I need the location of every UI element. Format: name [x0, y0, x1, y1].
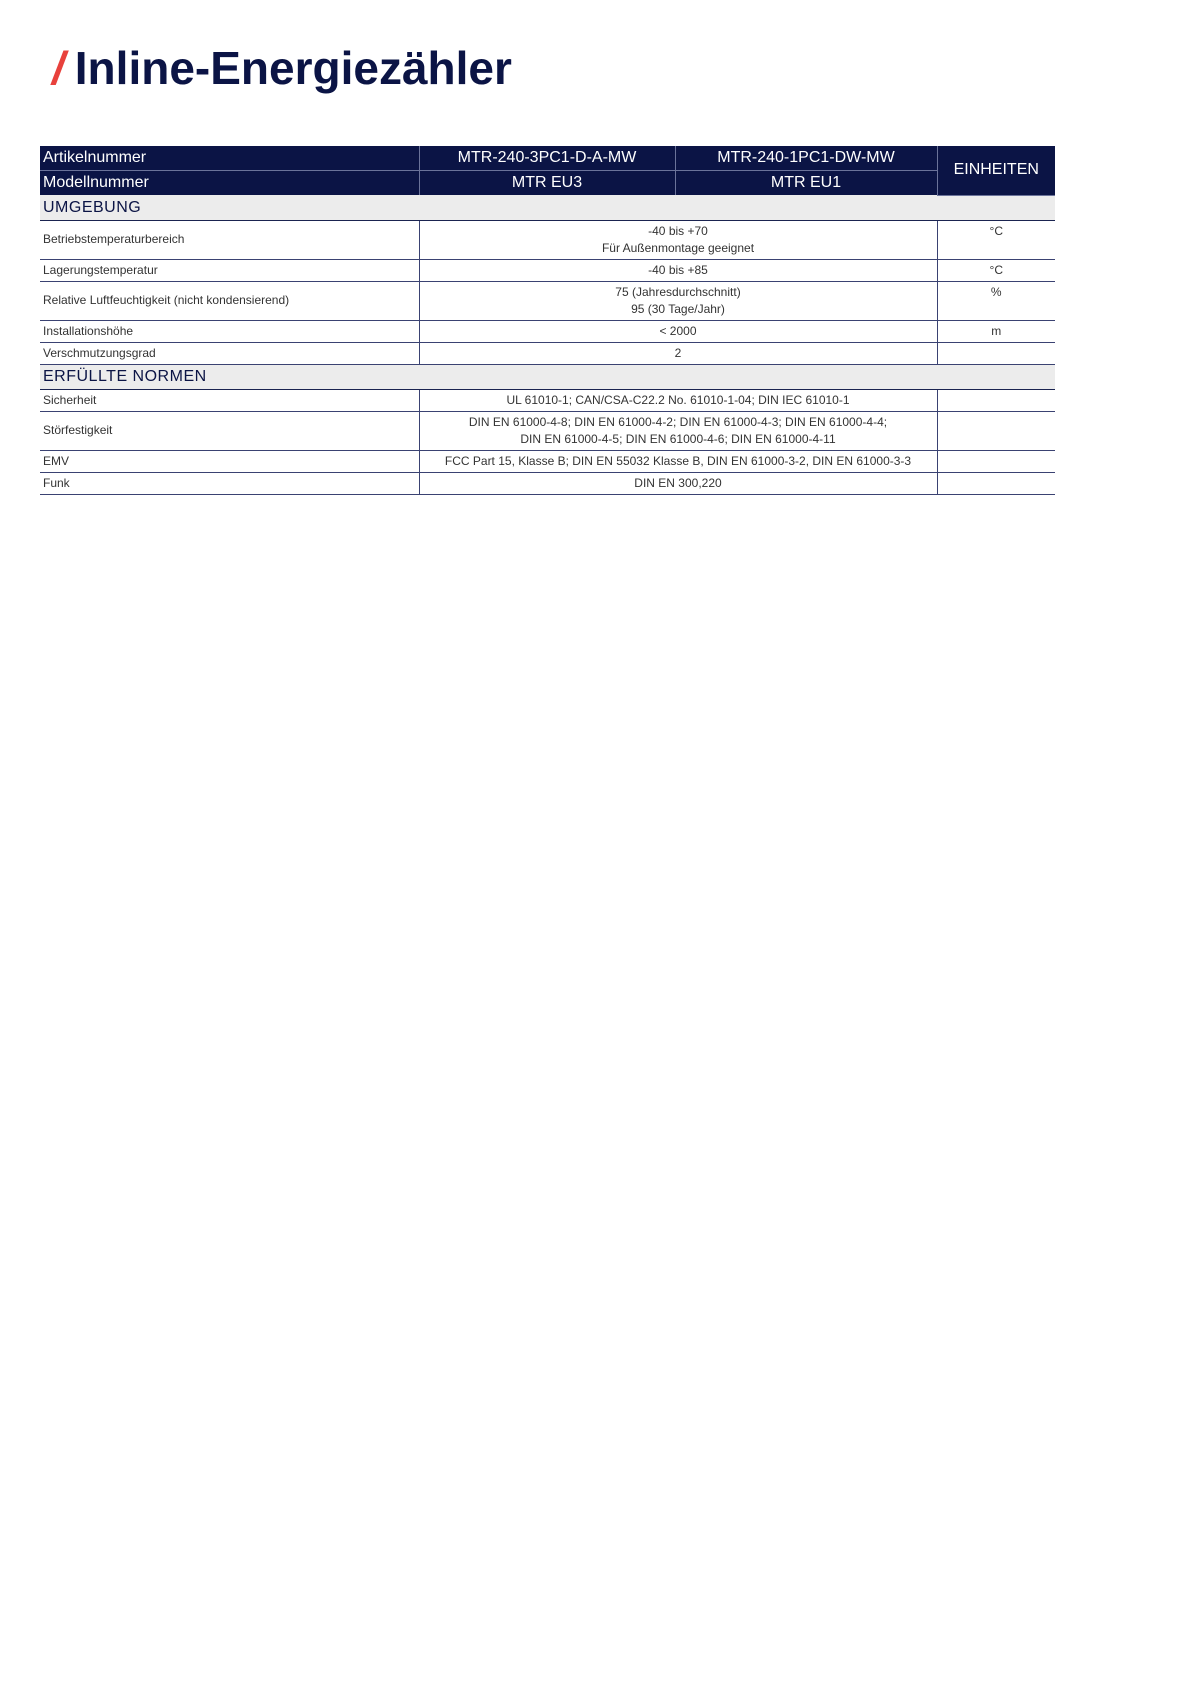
row-label: Relative Luftfeuchtigkeit (nicht kondensierend)	[40, 281, 419, 320]
row-value: -40 bis +85	[419, 259, 937, 281]
page-title-text: Inline-Energiezähler	[74, 42, 512, 94]
row-label: Störfestigkeit	[40, 411, 419, 450]
row-value: -40 bis +70 Für Außenmontage geeignet	[419, 220, 937, 259]
row-unit: m	[937, 320, 1055, 342]
header-model-eu1: MTR EU1	[675, 171, 937, 196]
row-unit: °C	[937, 220, 1055, 259]
section-header-normen	[40, 364, 1055, 389]
row-label: Betriebstemperaturbereich	[40, 220, 419, 259]
table-row	[40, 342, 1055, 364]
table-row	[40, 220, 1055, 259]
row-unit	[937, 411, 1055, 450]
table-row	[40, 281, 1055, 320]
header-label-article: Artikelnummer	[40, 146, 419, 171]
row-unit: °C	[937, 259, 1055, 281]
header-model-eu3: MTR EU3	[419, 171, 675, 196]
section-header-umgebung	[40, 195, 1055, 220]
page-title	[52, 40, 512, 96]
table-row	[40, 411, 1055, 450]
row-label: Sicherheit	[40, 389, 419, 411]
row-unit	[937, 342, 1055, 364]
spec-table	[40, 146, 1055, 495]
section-title: UMGEBUNG	[40, 195, 1055, 220]
row-value: DIN EN 61000-4-8; DIN EN 61000-4-2; DIN EN 61000-4-3; DIN EN 61000-4-4; DIN EN 61000-4-5; DIN EN 61000-4-6; DIN EN 61000-4-11	[419, 411, 937, 450]
row-value: < 2000	[419, 320, 937, 342]
row-label: Funk	[40, 472, 419, 494]
row-label: Verschmutzungsgrad	[40, 342, 419, 364]
table-row	[40, 320, 1055, 342]
row-value: 2	[419, 342, 937, 364]
row-unit	[937, 450, 1055, 472]
row-value: DIN EN 300,220	[419, 472, 937, 494]
row-unit	[937, 389, 1055, 411]
row-label: Installationshöhe	[40, 320, 419, 342]
row-value: FCC Part 15, Klasse B; DIN EN 55032 Klasse B, DIN EN 61000-3-2, DIN EN 61000-3-3	[419, 450, 937, 472]
header-label-model: Modellnummer	[40, 171, 419, 196]
header-article-eu1: MTR-240-1PC1-DW-MW	[675, 146, 937, 171]
row-unit: %	[937, 281, 1055, 320]
table-row	[40, 450, 1055, 472]
header-units: EINHEITEN	[937, 146, 1055, 195]
table-row	[40, 259, 1055, 281]
row-unit	[937, 472, 1055, 494]
table-row	[40, 389, 1055, 411]
row-label: EMV	[40, 450, 419, 472]
header-row-model	[40, 171, 1055, 196]
header-row-article	[40, 146, 1055, 171]
title-slash-accent: /	[52, 42, 65, 94]
row-value: UL 61010-1; CAN/CSA-C22.2 No. 61010-1-04; DIN IEC 61010-1	[419, 389, 937, 411]
row-label: Lagerungstemperatur	[40, 259, 419, 281]
header-article-eu3: MTR-240-3PC1-D-A-MW	[419, 146, 675, 171]
section-title: ERFÜLLTE NORMEN	[40, 364, 1055, 389]
table-row	[40, 472, 1055, 494]
row-value: 75 (Jahresdurchschnitt) 95 (30 Tage/Jahr)	[419, 281, 937, 320]
